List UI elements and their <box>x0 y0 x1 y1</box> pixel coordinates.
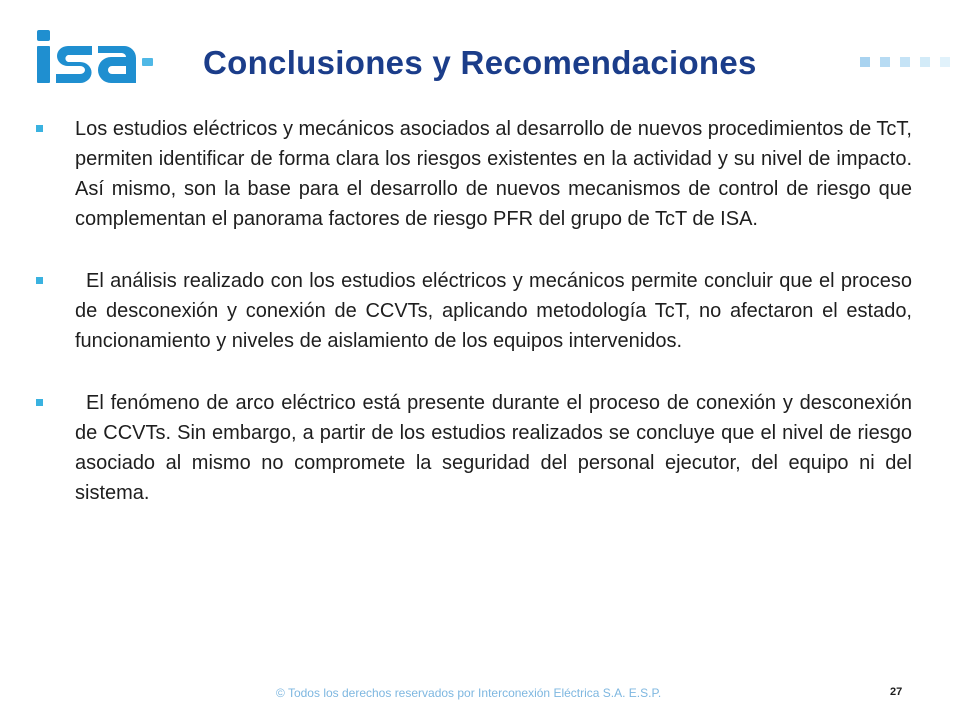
conclusions-list <box>36 114 912 508</box>
square-bullet-icon <box>36 125 43 132</box>
decoration-square <box>880 57 890 67</box>
conclusion-text: El análisis realizado con los estudios eléctricos y mecánicos permite concluir que el proceso de desconexión y conexión de CCVTs, aplicando metodología TcT, no afectaron el estado, funcionamiento y niveles de aislamiento de los equipos intervenidos. <box>75 270 912 352</box>
decoration-square <box>940 57 950 67</box>
conclusion-item <box>36 388 912 508</box>
square-bullet-icon <box>36 399 43 406</box>
decoration-square <box>920 57 930 67</box>
decoration-square <box>860 57 870 67</box>
square-row-decoration <box>860 56 960 68</box>
decoration-square <box>900 57 910 67</box>
square-bullet-icon <box>36 277 43 284</box>
isa-logo <box>34 30 156 86</box>
conclusion-item <box>36 114 912 234</box>
slide-title: Conclusiones y Recomendaciones <box>203 44 757 81</box>
conclusion-text: El fenómeno de arco eléctrico está presente durante el proceso de conexión y desconexión de CCVTs. Sin embargo, a partir de los estudios realizados se concluye que el nivel de riesgo asociado al mismo no compromete la seguridad del personal ejecutor, del equipo ni del sistema. <box>75 392 912 504</box>
copyright-footer: © Todos los derechos reservados por Interconexión Eléctrica S.A. E.S.P. <box>276 686 662 700</box>
conclusion-text: Los estudios eléctricos y mecánicos asociados al desarrollo de nuevos procedimientos de TcT, permiten identificar de forma clara los riesgos existentes en la actividad y su nivel de impacto. Así mismo, son la base para el desarrollo de nuevos mecanismos de control de riesgo que complementan el panorama factores de riesgo PFR del grupo de TcT de ISA. <box>75 118 912 230</box>
page-number: 27 <box>890 686 903 698</box>
conclusion-item <box>36 266 912 356</box>
